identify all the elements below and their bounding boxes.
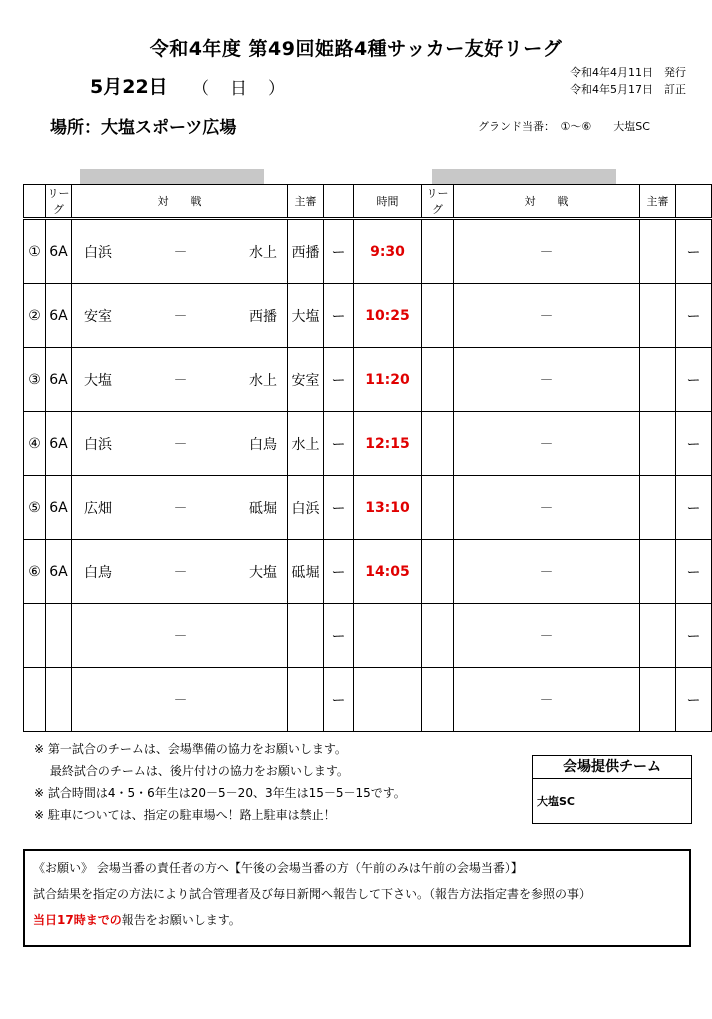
gray-bar-right [432,169,616,184]
away-team: 大塩 [249,564,277,581]
page-title: 令和4年度 第49回姫路4種サッカー友好リーグ [149,38,563,60]
header-league-2: リーグ [422,185,454,219]
away-team: 砥堀 [249,500,277,517]
vs-separator: － [173,436,188,453]
note-line: ※ 第一試合のチームは、会場準備の協力をお願いします。 [34,742,347,756]
header-league: リーグ [46,185,72,219]
league-cell-2 [422,604,454,668]
dash-cell: ー [324,348,354,412]
referee-cell-2 [640,540,676,604]
referee-cell-2 [640,604,676,668]
time-cell: 14:05 [354,540,422,604]
vs-separator: － [173,692,188,709]
match-number [24,604,46,668]
time-cell [354,604,422,668]
time-cell: 11:20 [354,348,422,412]
table-row [24,348,712,412]
dash-cell: ー [324,412,354,476]
dash-cell-2: ー [676,476,712,540]
header-blank-2 [676,185,712,219]
dash-cell-2: ー [676,284,712,348]
league-cell-2 [422,348,454,412]
note-line: ※ 駐車については、指定の駐車場へ！路上駐車は禁止！ [34,808,336,822]
away-team: 西播 [249,308,277,325]
league-cell-2 [422,668,454,732]
league-cell [46,668,72,732]
match-number: ⑤ [24,476,46,540]
match-cell-2: － [454,476,640,540]
match-cell-2: － [454,348,640,412]
dash-cell-2: ー [676,604,712,668]
league-cell: 6A [46,348,72,412]
referee-cell: 水上 [288,412,324,476]
match-cell [72,219,288,284]
match-date: 5月22日 [90,76,168,98]
match-cell-2: － [454,668,640,732]
vs-separator: － [173,500,188,517]
match-cell [72,412,288,476]
match-cell-2: － [454,219,640,284]
time-cell: 9:30 [354,219,422,284]
header-blank [324,185,354,219]
match-cell [72,540,288,604]
home-team: 白浜 [84,436,112,453]
time-cell [354,668,422,732]
referee-cell-2 [640,219,676,284]
table-row [24,604,712,668]
dash-cell: ー [324,476,354,540]
request-deadline: 当日17時までの [33,913,122,927]
table-row [24,476,712,540]
away-team: 水上 [249,372,277,389]
match-number [24,668,46,732]
venue-provider-box [532,755,692,824]
referee-cell: 安室 [288,348,324,412]
header-no [24,185,46,219]
gray-bar-left [80,169,264,184]
match-cell [72,348,288,412]
request-line-2: 試合結果を指定の方法により試合管理者及び毎日新聞へ報告して下さい。（報告方法指定書を参照の事） [33,887,592,901]
header-referee: 主審 [288,185,324,219]
league-cell-2 [422,219,454,284]
issued-date: 令和4年4月11日 発行 [570,66,686,79]
venue-provider-label: 会場提供チーム [533,756,691,779]
header-referee-2: 主審 [640,185,676,219]
referee-cell: 大塩 [288,284,324,348]
referee-cell-2 [640,412,676,476]
league-cell: 6A [46,284,72,348]
match-cell-2: － [454,284,640,348]
request-line-1: 《お願い》 会場当番の責任者の方へ【午後の会場当番の方（午前のみは午前の会場当番）】 [33,861,523,875]
time-cell: 10:25 [354,284,422,348]
referee-cell-2 [640,284,676,348]
match-number: ② [24,284,46,348]
request-line-3 [33,907,681,933]
dash-cell-2: ー [676,219,712,284]
league-cell-2 [422,412,454,476]
venue: 場所：大塩スポーツ広場 [50,118,237,138]
away-team: 白鳥 [249,436,277,453]
match-number: ⑥ [24,540,46,604]
home-team: 白浜 [84,244,112,261]
dash-cell: ー [324,604,354,668]
dash-cell-2: ー [676,412,712,476]
match-number: ① [24,219,46,284]
table-row [24,284,712,348]
referee-cell: 白浜 [288,476,324,540]
vs-separator: － [173,372,188,389]
time-cell: 12:15 [354,412,422,476]
dash-cell: ー [324,284,354,348]
match-cell [72,476,288,540]
referee-cell-2 [640,476,676,540]
request-line-3-rest: 報告をお願いします。 [121,913,241,927]
dash-cell-2: ー [676,348,712,412]
league-cell-2 [422,284,454,348]
vs-separator: － [173,564,188,581]
match-number: ③ [24,348,46,412]
dash-cell: ー [324,540,354,604]
vs-separator: － [173,308,188,325]
league-cell-2 [422,540,454,604]
dash-cell: ー [324,668,354,732]
match-number: ④ [24,412,46,476]
home-team: 大塩 [84,372,112,389]
match-weekday: （ 日 ） [192,79,287,99]
note-line: 最終試合のチームは、後片付けの協力をお願いします。 [34,764,349,778]
home-team: 白鳥 [84,564,112,581]
header-time: 時間 [354,185,422,219]
league-cell: 6A [46,540,72,604]
away-team: 水上 [249,244,277,261]
revised-date: 令和4年5月17日 訂正 [570,83,686,96]
referee-cell [288,668,324,732]
home-team: 安室 [84,308,112,325]
time-cell: 13:10 [354,476,422,540]
table-row [24,412,712,476]
table-row [24,668,712,732]
home-team: 広畑 [84,500,112,517]
request-box [23,849,691,947]
table-row [24,540,712,604]
match-cell-2: － [454,412,640,476]
referee-cell [288,604,324,668]
note-line: ※ 試合時間は4・5・6年生は20－5－20、3年生は15－5－15です。 [34,786,406,800]
referee-cell: 西播 [288,219,324,284]
table-row [24,219,712,284]
league-cell: 6A [46,476,72,540]
league-cell: 6A [46,219,72,284]
ground-duty: グランド当番： ①～⑥ 大塩SC [478,120,650,133]
schedule-table [23,184,712,732]
league-cell: 6A [46,412,72,476]
league-cell [46,604,72,668]
header-match: 対 戦 [72,185,288,219]
dash-cell-2: ー [676,540,712,604]
notes [34,738,406,826]
venue-provider-team: 大塩SC [537,795,575,808]
match-cell [72,668,288,732]
league-cell-2 [422,476,454,540]
referee-cell: 砥堀 [288,540,324,604]
vs-separator: － [173,628,188,645]
dash-cell-2: ー [676,668,712,732]
match-cell [72,284,288,348]
match-cell [72,604,288,668]
header-match-2: 対 戦 [454,185,640,219]
referee-cell-2 [640,348,676,412]
match-cell-2: － [454,604,640,668]
table-header-row [24,185,712,219]
match-cell-2: － [454,540,640,604]
vs-separator: － [173,244,188,261]
dash-cell: ー [324,219,354,284]
referee-cell-2 [640,668,676,732]
